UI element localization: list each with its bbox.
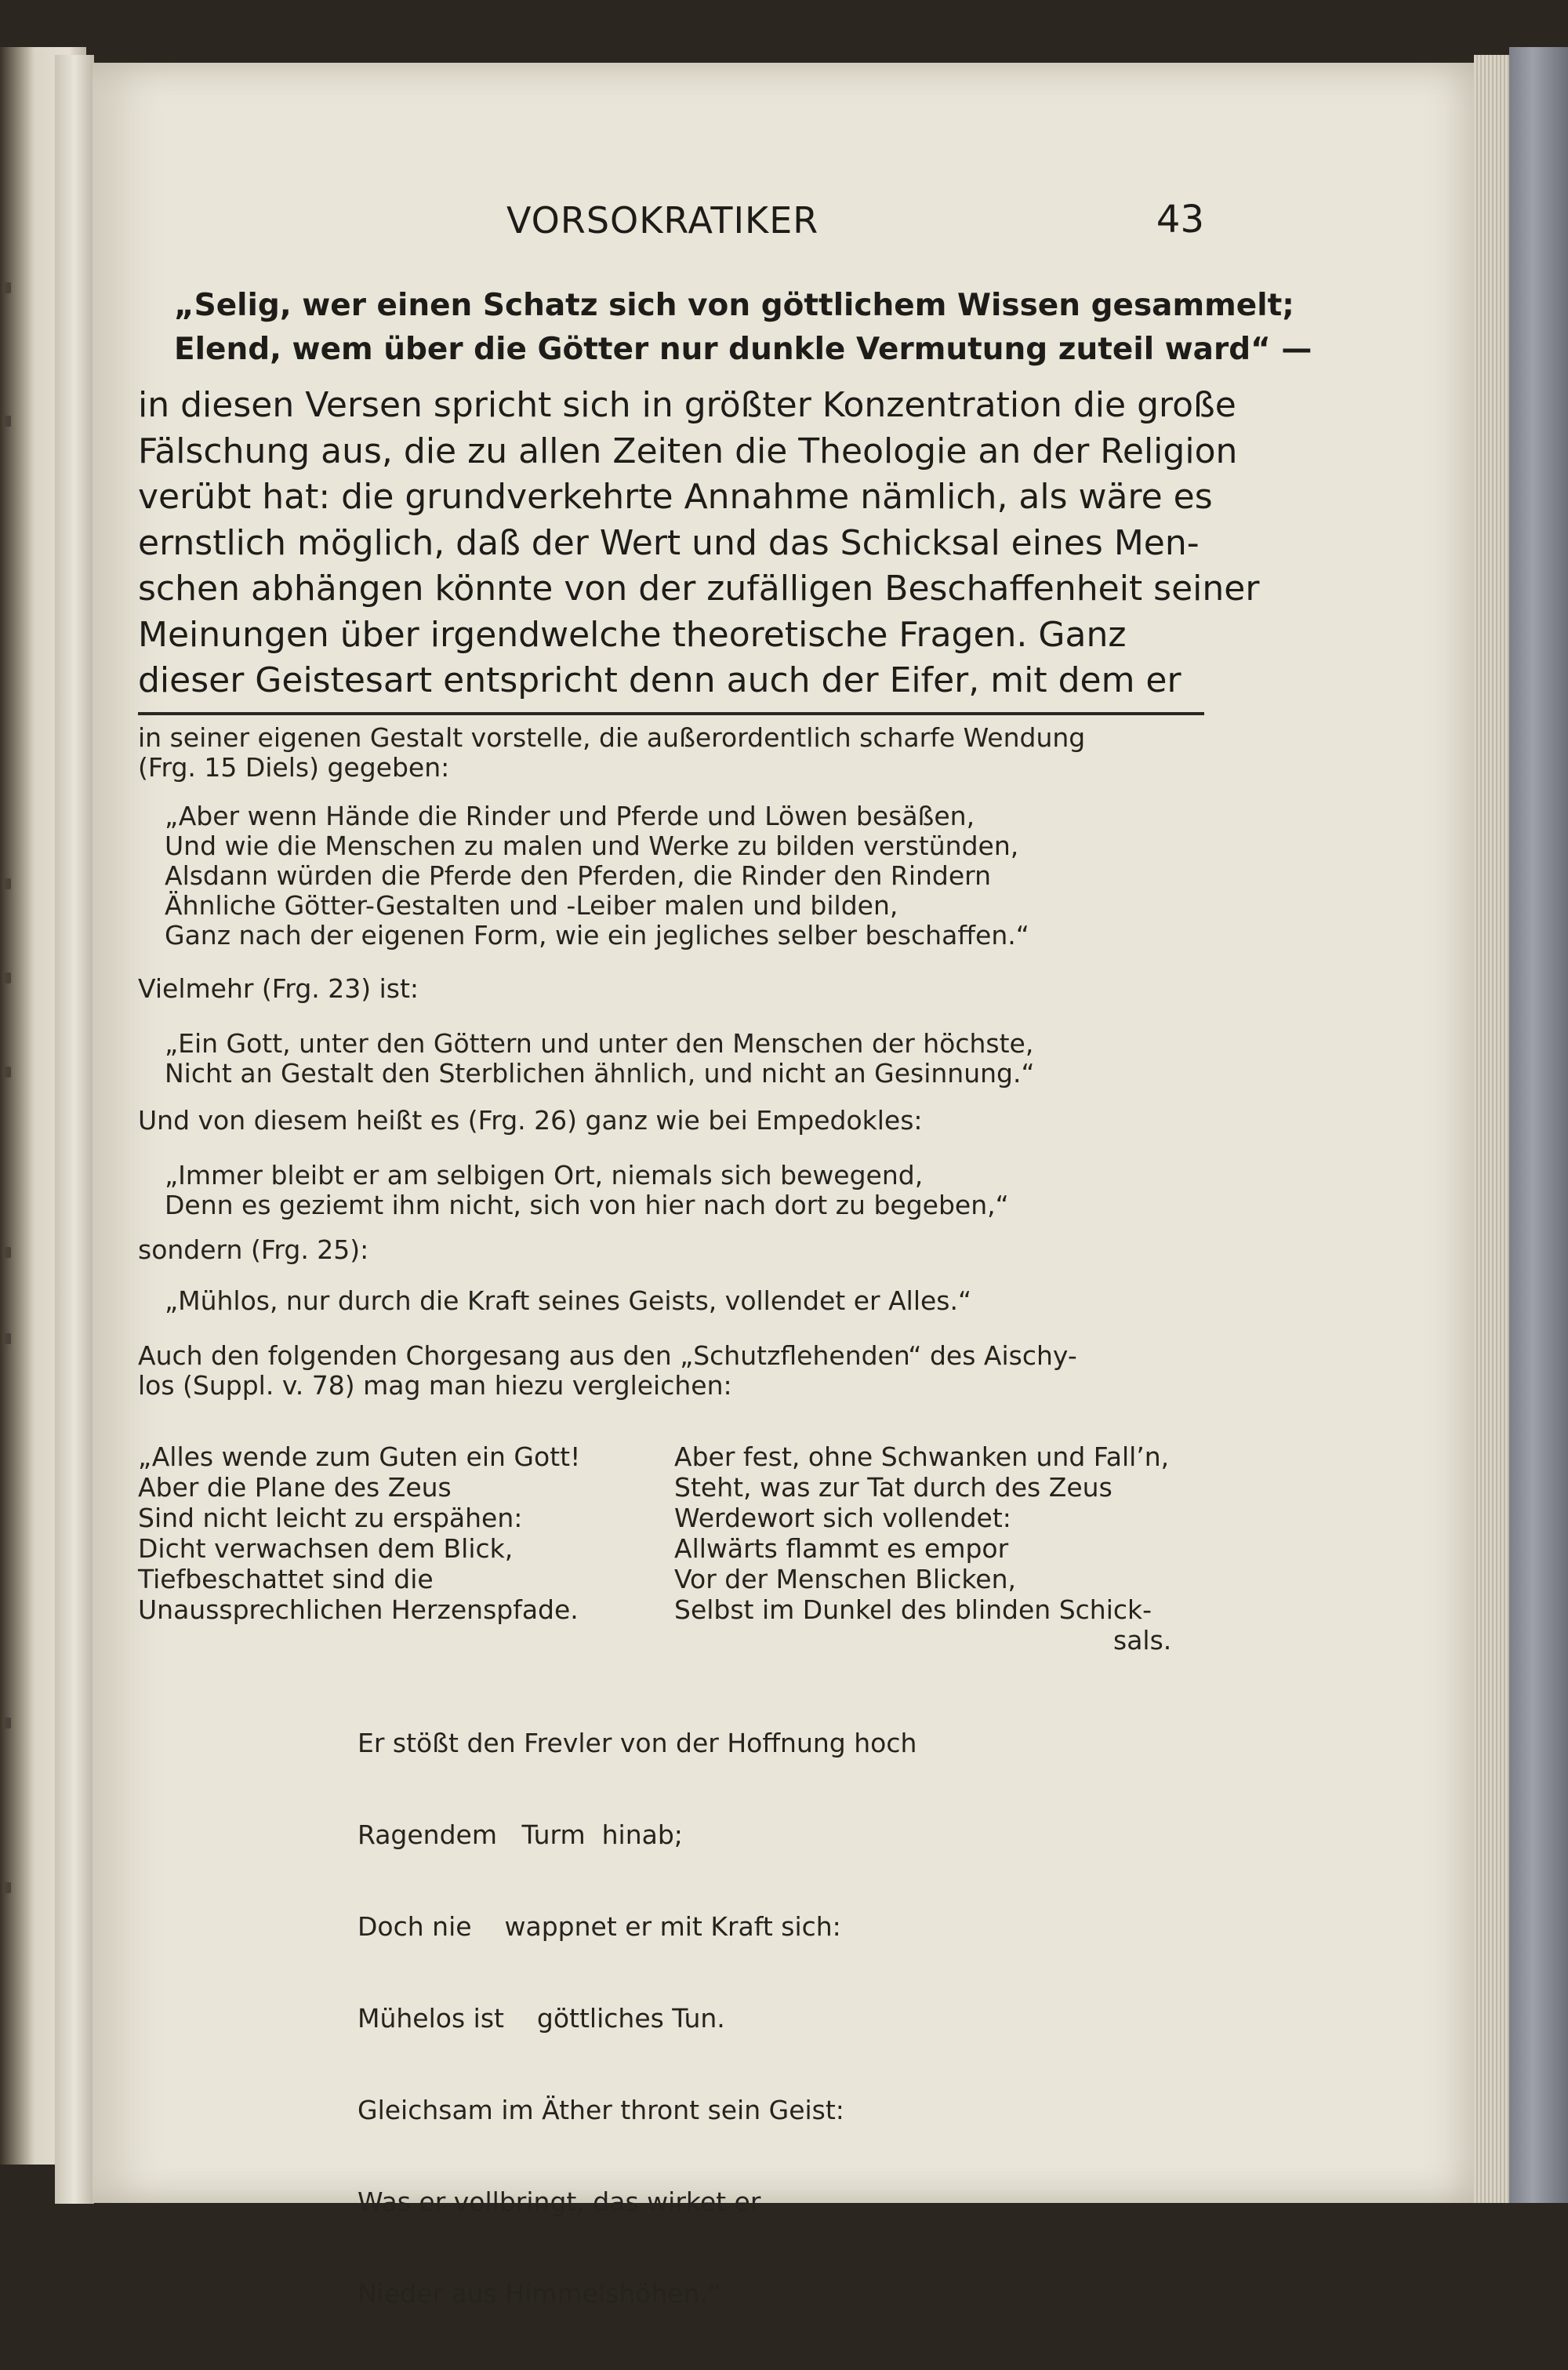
verse-line: Aber fest, ohne Schwanken und Fall’n, [674, 1441, 1170, 1472]
verse-line: Selbst im Dunkel des blinden Schick- [674, 1594, 1152, 1625]
page-header [138, 196, 1204, 243]
quote-frg15 [138, 802, 1231, 951]
body-line: Meinungen über irgendwelche theoretische Fragen. Ganz [138, 614, 1127, 655]
verse-line: Doch nie wappnet er mit Kraft sich: [358, 1911, 841, 1942]
verse-line: Aber die Plane des Zeus [138, 1472, 452, 1503]
footnote-rule [138, 712, 1204, 715]
quote-frg25: „Mühlos, nur durch die Kraft seines Geists, vollendet er Alles.“ [165, 1285, 972, 1316]
verse-line: „Immer bleibt er am selbigen Ort, niemals sich bewegend, [165, 1160, 924, 1190]
body-line: verübt hat: die grundverkehrte Annahme nämlich, als wäre es [138, 477, 1213, 517]
verse-line: Unaussprechlichen Herzenspfade. [138, 1594, 579, 1625]
verse-line: Ähnliche Götter-Gestalten und -Leiber malen und bilden, [165, 890, 898, 921]
verse-line: Alsdann würden die Pferde den Pferden, die Rinder den Rindern [165, 860, 992, 891]
chorus-left-column [138, 1441, 580, 1625]
chorus-bottom-stanza [358, 1667, 916, 2370]
verse-line: „Alles wende zum Guten ein Gott! [138, 1441, 581, 1472]
edge-mark [5, 1718, 11, 1728]
edge-mark [5, 878, 11, 889]
chorus-right-column [674, 1441, 1171, 1656]
page-number: 43 [1156, 198, 1204, 242]
footnote-intro [138, 723, 1204, 783]
body-paragraph [138, 383, 1260, 704]
edge-mark [5, 1882, 11, 1893]
running-title: VORSOKRATIKER [506, 199, 819, 242]
edge-mark [5, 282, 11, 293]
edge-mark [5, 972, 11, 983]
verse-line: Nicht an Gestalt den Sterblichen ähnlich, und nicht an Gesinnung.“ [165, 1058, 1035, 1089]
footnote-text: Vielmehr (Frg. 23) ist: [138, 973, 419, 1004]
verse-line: Und wie die Menschen zu malen und Werke zu bilden verstünden, [165, 831, 1019, 861]
verse-line: Steht, was zur Tat durch des Zeus [674, 1472, 1112, 1503]
footnote-line: in seiner eigenen Gestalt vorstelle, die außerordentlich scharfe Wendung [138, 722, 1086, 753]
verse-line: Nieder aus Himmelshöhen.“ [358, 2278, 722, 2309]
book-cover [1509, 47, 1568, 2203]
body-line: dieser Geistesart entspricht denn auch der Eifer, mit dem er [138, 660, 1181, 700]
footnote-text: sondern (Frg. 25): [138, 1234, 369, 1265]
body-line: schen abhängen könnte von der zufälligen Beschaffenheit seiner [138, 569, 1260, 609]
verse-line: Ganz nach der eigenen Form, wie ein jegliches selber beschaffen.“ [165, 920, 1029, 951]
verse-line: Was er vollbringt, das wirket er [358, 2186, 761, 2217]
body-line: in diesen Versen spricht sich in größter Konzentration die große [138, 385, 1236, 425]
verse-line: Gleichsam im Äther thront sein Geist: [358, 2095, 844, 2125]
verse-line: Dicht verwachsen dem Blick, [138, 1533, 514, 1564]
verse-line: Tiefbeschattet sind die [138, 1564, 434, 1594]
footnote-line: Auch den folgenden Chorgesang aus den „Schutzflehenden“ des Aischy- [138, 1340, 1077, 1371]
body-line: Fälschung aus, die zu allen Zeiten die Theologie an der Religion [138, 431, 1238, 471]
verse-line: Werdewort sich vollendet: [674, 1503, 1011, 1533]
verse-line: Denn es geziemt ihm nicht, sich von hier nach dort zu begeben,“ [165, 1190, 1009, 1220]
book-gutter [55, 55, 94, 2204]
verse-line: „Aber wenn Hände die Rinder und Pferde und Löwen besäßen, [165, 801, 975, 831]
verse-line: Mühelos ist göttliches Tun. [358, 2003, 725, 2034]
verse-line: Er stößt den Frevler von der Hoffnung hoch [358, 1728, 917, 1758]
motto-quote [174, 284, 1312, 372]
verse-line: Ragendem Turm hinab; [358, 1819, 683, 1850]
verse-line: „Ein Gott, unter den Göttern und unter den Menschen der höchste, [165, 1028, 1034, 1059]
quote-frg23 [138, 1029, 1231, 1089]
body-line: ernstlich möglich, daß der Wert und das Schicksal eines Men- [138, 522, 1200, 563]
motto-line: „Selig, wer einen Schatz sich von göttlichem Wissen gesammelt; [174, 288, 1294, 323]
verse-line: Sind nicht leicht zu erspähen: [138, 1503, 523, 1533]
edge-mark [5, 1247, 11, 1258]
edge-mark [5, 1333, 11, 1344]
edge-mark [5, 1067, 11, 1078]
footnote-text [138, 1341, 1204, 1401]
page-block-edges [1474, 55, 1513, 2203]
edge-mark [5, 416, 11, 427]
footnote-text: Und von diesem heißt es (Frg. 26) ganz wie bei Empedokles: [138, 1105, 923, 1136]
verse-line: Vor der Menschen Blicken, [674, 1564, 1016, 1594]
verse-line: sals. [1113, 1625, 1172, 1656]
quote-frg26 [138, 1161, 1231, 1220]
motto-line: Elend, wem über die Götter nur dunkle Vermutung zuteil ward“ — [174, 332, 1312, 367]
footnote-line: (Frg. 15 Diels) gegeben: [138, 752, 450, 783]
footnote-line: los (Suppl. v. 78) mag man hiezu vergleichen: [138, 1370, 732, 1401]
verse-line: Allwärts flammt es empor [674, 1533, 1009, 1564]
